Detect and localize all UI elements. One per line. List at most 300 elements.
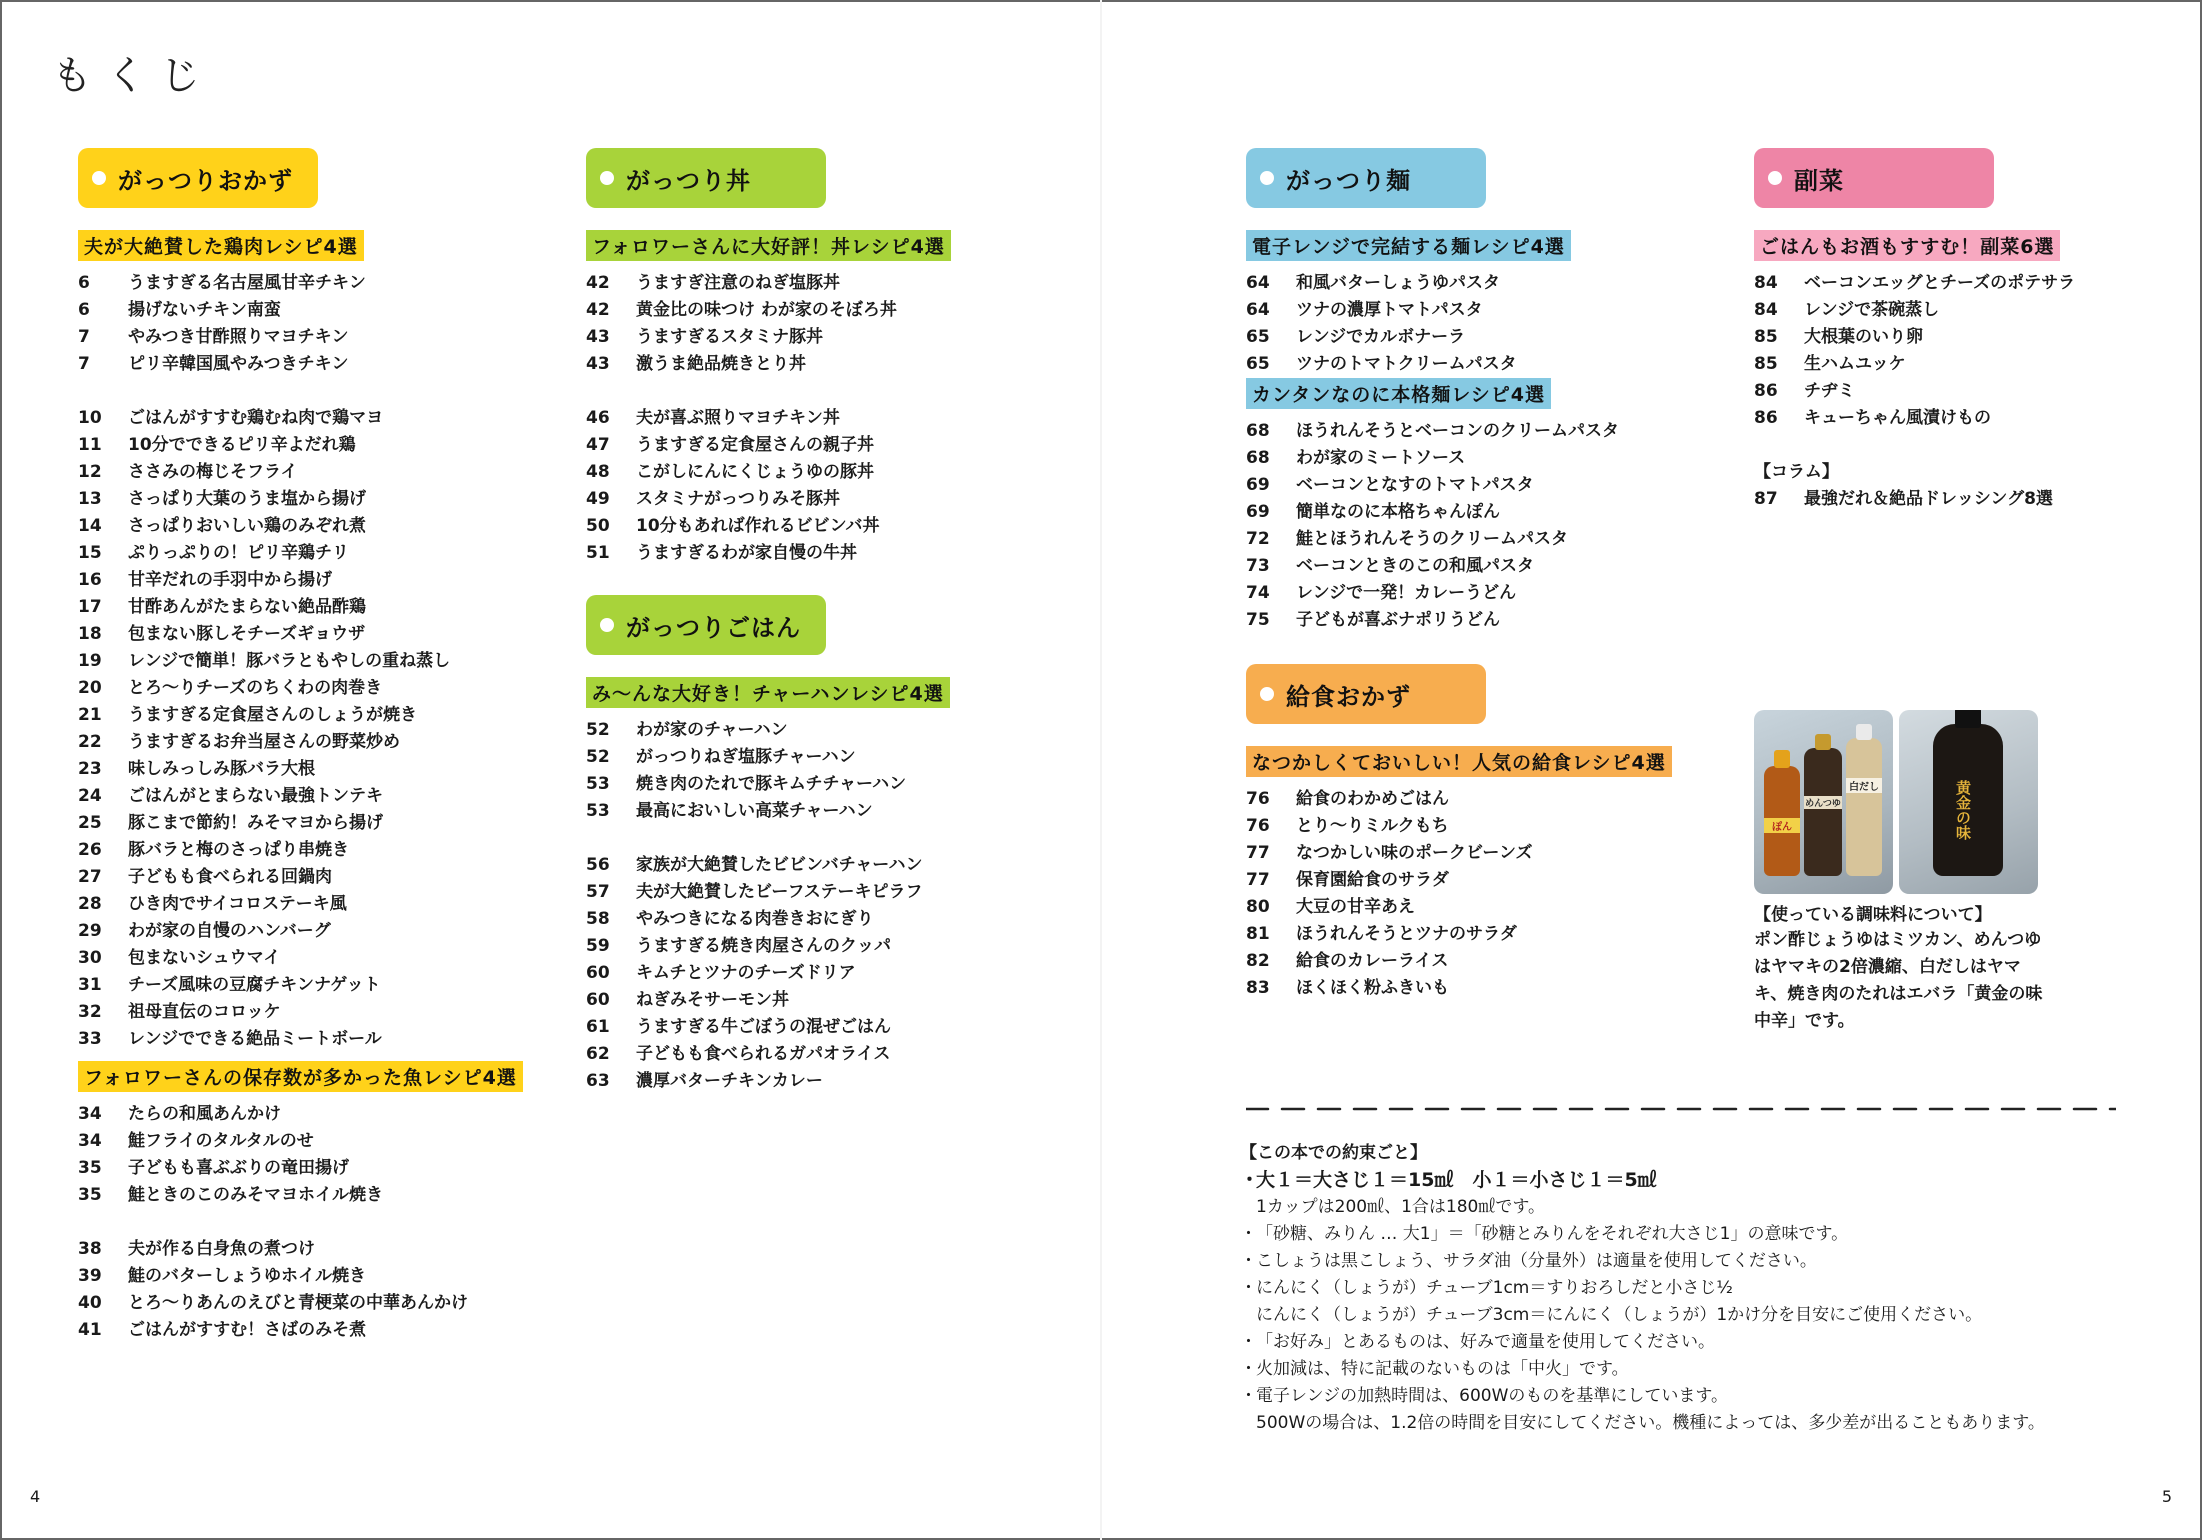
page-number: 26 (78, 840, 102, 860)
bullet-dot-icon (92, 171, 106, 185)
page-number: 42 (586, 273, 610, 293)
page-number: 41 (78, 1320, 102, 1340)
recipe-name: レンジでカルボナーラ (1296, 327, 1466, 347)
list-item (586, 297, 1066, 324)
page-number: 42 (586, 300, 610, 320)
list-item (1246, 921, 1726, 948)
category-kyushoku (1246, 664, 1486, 724)
page-number: 86 (1754, 408, 1778, 428)
recipe-name: さっぱりおいしい鶏のみぞれ煮 (128, 516, 366, 536)
page-number: 11 (78, 435, 102, 455)
list-item (586, 960, 1066, 987)
page-number: 20 (78, 678, 102, 698)
recipe-name: 甘酢あんがたまらない絶品酢鶏 (128, 597, 366, 617)
recipe-name: 濃厚バターチキンカレー (636, 1071, 823, 1091)
recipe-name: うますぎる牛ごぼうの混ぜごはん (636, 1017, 891, 1037)
subsection-title: カンタンなのに本格麺レシピ4選 (1246, 378, 1551, 409)
rules-title: 【この本での約束ごと】 (1240, 1143, 1427, 1163)
recipe-name: レンジでできる絶品ミートボール (128, 1029, 382, 1049)
category-gattsuri-okazu (78, 148, 318, 208)
column-gattsuri-okazu (78, 148, 558, 1344)
rule-item: ・ 大１＝大さじ１＝15㎖ 小１＝小さじ１＝5㎖ (1240, 1167, 2130, 1194)
list-item (586, 879, 1066, 906)
page-number: 69 (1246, 475, 1270, 495)
page-number: 65 (1246, 354, 1270, 374)
rule-continuation: 1カップは200㎖、1合は180㎖です。 (1256, 1197, 1545, 1217)
page-number: 53 (586, 801, 610, 821)
page-number: 35 (78, 1185, 102, 1205)
recipe-name: レンジで一発！カレーうどん (1296, 583, 1517, 603)
list-item (586, 852, 1066, 879)
category-label: がっつりごはん (626, 613, 801, 642)
list-item (78, 864, 558, 891)
list-item (586, 744, 1066, 771)
subsection-title: フォロワーさんの保存数が多かった魚レシピ4選 (78, 1061, 523, 1092)
recipe-name: キムチとツナのチーズドリア (636, 963, 856, 983)
recipe-name: 給食のカレーライス (1296, 951, 1449, 971)
page-number: 52 (586, 747, 610, 767)
list-item (1246, 948, 1726, 975)
recipe-name: うますぎるわが家自慢の牛丼 (636, 543, 857, 563)
list-item (78, 540, 558, 567)
list-item (1246, 499, 1726, 526)
page-number: 12 (78, 462, 102, 482)
rule-continuation: にんにく（しょうが）チューブ3cm＝にんにく（しょうが）1かけ分を目安にご使用ください。 (1256, 1305, 1983, 1325)
recipe-name: 給食のわかめごはん (1296, 789, 1449, 809)
page-number: 76 (1246, 789, 1270, 809)
dashed-divider (1246, 1104, 2116, 1114)
page-number: 85 (1754, 354, 1778, 374)
page-number: 17 (78, 597, 102, 617)
page-number: 48 (586, 462, 610, 482)
category-label: 副菜 (1794, 166, 1844, 195)
list-item (1754, 270, 2134, 297)
list-item (78, 1317, 558, 1344)
page-number: 33 (78, 1029, 102, 1049)
recipe-name: うますぎる定食屋さんのしょうが焼き (128, 705, 417, 725)
toc-list (1246, 786, 1726, 1002)
column-gattsuri-don (586, 148, 1066, 1095)
recipe-name: ほうれんそうとツナのサラダ (1296, 924, 1517, 944)
bullet-dot-icon (1260, 171, 1274, 185)
category-gattsuri-gohan (586, 595, 826, 655)
list-item (1246, 813, 1726, 840)
page-number: 39 (78, 1266, 102, 1286)
list-item (78, 729, 558, 756)
list-item (78, 486, 558, 513)
subsection-title: なつかしくておいしい！人気の給食レシピ4選 (1246, 746, 1672, 777)
recipe-name: ねぎみそサーモン丼 (636, 990, 789, 1010)
page-number: 28 (78, 894, 102, 914)
recipe-name: 10分でできるピリ辛よだれ鶏 (128, 435, 356, 455)
page-number: 87 (1754, 489, 1778, 509)
recipe-name: がっつりねぎ塩豚チャーハン (636, 747, 856, 767)
subsection-title: 夫が大絶賛した鶏肉レシピ4選 (78, 230, 364, 261)
recipe-name: 甘辛だれの手羽中から揚げ (128, 570, 332, 590)
recipe-name: うますぎる名古屋風甘辛チキン (128, 273, 366, 293)
page-number: 76 (1246, 816, 1270, 836)
list-item (586, 798, 1066, 825)
list-item (586, 513, 1066, 540)
page-number: 81 (1246, 924, 1270, 944)
rule-text: 「砂糖、みりん … 大1」＝「砂糖とみりんをそれぞれ大さじ1」の意味です。 (1256, 1224, 1849, 1244)
list-item (1246, 553, 1726, 580)
list-item (586, 540, 1066, 567)
recipe-name: 簡単なのに本格ちゃんぽん (1296, 502, 1500, 522)
recipe-name: 家族が大絶賛したビビンバチャーハン (636, 855, 923, 875)
recipe-name: ベーコンときのこの和風パスタ (1296, 556, 1534, 576)
page-number: 34 (78, 1104, 102, 1124)
subsection-title: ごはんもお酒もすすむ！副菜6選 (1754, 230, 2060, 261)
bottle-icon (1933, 724, 2003, 876)
page-number: 77 (1246, 870, 1270, 890)
list-item (78, 1101, 558, 1128)
page-number: 29 (78, 921, 102, 941)
rule-text: 「お好み」とあるものは、好みで適量を使用してください。 (1256, 1332, 1715, 1352)
page-number: 43 (586, 327, 610, 347)
list-item (78, 1182, 558, 1209)
recipe-name: うますぎるお弁当屋さんの野菜炒め (128, 732, 400, 752)
subsection-title: 電子レンジで完結する麺レシピ4選 (1246, 230, 1571, 261)
page-number: 51 (586, 543, 610, 563)
list-item (1246, 840, 1726, 867)
rule-text: 大１＝大さじ１＝15㎖ 小１＝小さじ１＝5㎖ (1256, 1169, 1657, 1191)
toc-list (1246, 418, 1726, 634)
list-item (78, 918, 558, 945)
page-number: 86 (1754, 381, 1778, 401)
list-item (78, 567, 558, 594)
rule-item: ・ 電子レンジの加熱時間は、600Wのものを基準にしています。 (1240, 1383, 2130, 1410)
recipe-name: 子どもも食べられるガパオライス (636, 1044, 891, 1064)
list-item (78, 783, 558, 810)
list-item (1754, 405, 2134, 432)
list-item (78, 351, 558, 378)
recipe-name: やみつきになる肉巻きおにぎり (636, 909, 874, 929)
category-gattsuri-don (586, 148, 826, 208)
recipe-name: 生ハムユッケ (1804, 354, 1906, 374)
list-item (78, 1263, 558, 1290)
list-item (78, 810, 558, 837)
list-item (1246, 975, 1726, 1002)
list-item (586, 1041, 1066, 1068)
recipe-name: ほうれんそうとベーコンのクリームパスタ (1296, 421, 1619, 441)
recipe-name: とろ～りチーズのちくわの肉巻き (128, 678, 383, 698)
recipe-name: わが家の自慢のハンバーグ (128, 921, 331, 941)
list-item (78, 621, 558, 648)
page-number: 6 (78, 300, 90, 320)
list-item (78, 675, 558, 702)
page-number: 32 (78, 1002, 102, 1022)
recipe-name: 鮭ときのこのみそマヨホイル焼き (128, 1185, 383, 1205)
page-number: 7 (78, 354, 90, 374)
page-number: 18 (78, 624, 102, 644)
list-item (586, 906, 1066, 933)
seasoning-photos (1754, 710, 2038, 894)
bottle-label: 白だし (1846, 778, 1882, 793)
page-number: 68 (1246, 448, 1270, 468)
recipe-name: ツナの濃厚トマトパスタ (1296, 300, 1483, 320)
page-number: 69 (1246, 502, 1270, 522)
page-number: 74 (1246, 583, 1270, 603)
list-item (586, 1068, 1066, 1095)
page-number-right: 5 (2161, 1487, 2172, 1506)
page-number: 23 (78, 759, 102, 779)
list-item (78, 324, 558, 351)
list-item (586, 432, 1066, 459)
recipe-name: やみつき甘酢照りマヨチキン (128, 327, 349, 347)
list-item (78, 945, 558, 972)
list-item (78, 837, 558, 864)
rules-block (1240, 1140, 2130, 1437)
recipe-name: 豚こまで節約！みそマヨから揚げ (128, 813, 383, 833)
recipe-name: 夫が作る白身魚の煮つけ (128, 1239, 315, 1259)
recipe-name: 最高においしい高菜チャーハン (636, 801, 873, 821)
page-number-left: 4 (30, 1487, 41, 1506)
list-item (78, 1236, 558, 1263)
list-item (78, 702, 558, 729)
list-item (1246, 324, 1726, 351)
list-item (586, 270, 1066, 297)
recipe-name: ごはんがとまらない最強トンテキ (128, 786, 383, 806)
list-spacer (78, 1209, 558, 1236)
rule-text: 電子レンジの加熱時間は、600Wのものを基準にしています。 (1256, 1386, 1729, 1406)
recipe-name: キューちゃん風漬けもの (1804, 408, 1991, 428)
category-label: がっつりおかず (118, 166, 293, 195)
page-number: 40 (78, 1293, 102, 1313)
recipe-name: 豚バラと梅のさっぱり串焼き (128, 840, 349, 860)
page-number: 31 (78, 975, 102, 995)
category-label: がっつり丼 (626, 166, 751, 195)
recipe-name: チヂミ (1804, 381, 1855, 401)
page-number: 75 (1246, 610, 1270, 630)
page-number: 53 (586, 774, 610, 794)
page-number: 80 (1246, 897, 1270, 917)
seasoning-photo-left (1754, 710, 1893, 894)
recipe-name: 包まない豚しそチーズギョウザ (128, 624, 366, 644)
list-item (1246, 418, 1726, 445)
bottle-label: めんつゆ (1804, 796, 1842, 809)
rule-item: ・ 「お好み」とあるものは、好みで適量を使用してください。 (1240, 1329, 2130, 1356)
recipe-name: ピリ辛韓国風やみつきチキン (128, 354, 349, 374)
list-item (1246, 786, 1726, 813)
page-number: 14 (78, 516, 102, 536)
list-item (586, 987, 1066, 1014)
list-item (78, 891, 558, 918)
list-item (78, 756, 558, 783)
page-number: 50 (586, 516, 610, 536)
list-item (1754, 324, 2134, 351)
toc-list (1754, 486, 2134, 513)
list-item (1246, 445, 1726, 472)
recipe-name: 子どもも食べられる回鍋肉 (128, 867, 332, 887)
list-item (78, 1026, 558, 1053)
category-label: 給食おかず (1286, 682, 1411, 711)
recipe-name: 祖母直伝のコロッケ (128, 1002, 281, 1022)
recipe-name: 包まないシュウマイ (128, 948, 281, 968)
recipe-name: 鮭フライのタルタルのせ (128, 1131, 314, 1151)
page-number: 56 (586, 855, 610, 875)
list-item (586, 771, 1066, 798)
seasoning-photo-right (1899, 710, 2038, 894)
list-item (586, 1014, 1066, 1041)
recipe-name: ごはんがすすむ鶏むね肉で鶏マヨ (128, 408, 384, 428)
category-gattsuri-men (1246, 148, 1486, 208)
recipe-name: 大豆の甘辛あえ (1296, 897, 1415, 917)
rule-text: にんにく（しょうが）チューブ1cm＝すりおろしだと小さじ½ (1256, 1278, 1733, 1298)
list-item (586, 486, 1066, 513)
recipe-name: 大根葉のいり卵 (1804, 327, 1923, 347)
bottle-icon (1764, 766, 1800, 876)
recipe-name: うますぎる焼き肉屋さんのクッパ (636, 936, 891, 956)
page-number: 52 (586, 720, 610, 740)
page-number: 27 (78, 867, 102, 887)
recipe-name: ひき肉でサイコロステーキ風 (128, 894, 347, 914)
page-number: 43 (586, 354, 610, 374)
bullet-dot-icon (1260, 687, 1274, 701)
page-number: 25 (78, 813, 102, 833)
toc-list (586, 717, 1066, 1095)
list-item (1246, 580, 1726, 607)
list-item (78, 1290, 558, 1317)
recipe-name: 子どもも喜ぶぶりの竜田揚げ (128, 1158, 349, 1178)
page-number: 6 (78, 273, 90, 293)
recipe-name: ベーコンとなすのトマトパスタ (1296, 475, 1534, 495)
list-item (1754, 351, 2134, 378)
list-item (78, 513, 558, 540)
list-item (78, 1155, 558, 1182)
seasoning-note-title: 【使っている調味料について】 (1754, 905, 1992, 925)
page-number: 84 (1754, 300, 1778, 320)
list-item (586, 933, 1066, 960)
page-title: もくじ (52, 53, 214, 99)
recipe-name: 和風バターしょうゆパスタ (1296, 273, 1500, 293)
recipe-name: 鮭とほうれんそうのクリームパスタ (1296, 529, 1568, 549)
list-item (1246, 894, 1726, 921)
page-number: 30 (78, 948, 102, 968)
recipe-name: ぷりっぷりの！ピリ辛鶏チリ (128, 543, 349, 563)
bottle-label: 黄金の味 (1954, 780, 1972, 840)
page-number: 35 (78, 1158, 102, 1178)
list-item (1246, 607, 1726, 634)
list-item (586, 717, 1066, 744)
toc-list (78, 1101, 558, 1344)
bullet-dot-icon (600, 171, 614, 185)
bottle-icon (1804, 748, 1842, 876)
list-spacer (78, 378, 558, 405)
page-number: 59 (586, 936, 610, 956)
page-number: 61 (586, 1017, 610, 1037)
recipe-name: チーズ風味の豆腐チキンナゲット (128, 975, 381, 995)
list-item (78, 459, 558, 486)
page-number: 73 (1246, 556, 1270, 576)
recipe-name: 黄金比の味つけ わが家のそぼろ丼 (636, 300, 897, 320)
recipe-name: こがしにんにくじょうゆの豚丼 (636, 462, 874, 482)
recipe-name: たらの和風あんかけ (128, 1104, 281, 1124)
page-number: 7 (78, 327, 90, 347)
subsection-title: み～んな大好き！チャーハンレシピ4選 (586, 677, 950, 708)
recipe-name: わが家のミートソース (1296, 448, 1466, 468)
page-number: 64 (1246, 273, 1270, 293)
page-number: 19 (78, 651, 102, 671)
page-number: 16 (78, 570, 102, 590)
list-item (78, 432, 558, 459)
page-number: 22 (78, 732, 102, 752)
list-item (1754, 486, 2134, 513)
rule-item: ・ 「砂糖、みりん … 大1」＝「砂糖とみりんをそれぞれ大さじ1」の意味です。 (1240, 1221, 2130, 1248)
list-item (78, 270, 558, 297)
recipe-name: 鮭のバターしょうゆホイル焼き (128, 1266, 366, 1286)
list-item (1246, 351, 1726, 378)
list-item (1246, 270, 1726, 297)
page-number: 62 (586, 1044, 610, 1064)
rule-item: ・ にんにく（しょうが）チューブ1cm＝すりおろしだと小さじ½ (1240, 1275, 2130, 1302)
page-number: 83 (1246, 978, 1270, 998)
page-number: 21 (78, 705, 102, 725)
list-item (586, 459, 1066, 486)
recipe-name: スタミナがっつりみそ豚丼 (636, 489, 840, 509)
column-gattsuri-men (1246, 148, 1726, 1002)
page-number: 72 (1246, 529, 1270, 549)
category-fukusai (1754, 148, 1994, 208)
rule-text: 火加減は、特に記載のないものは「中火」です。 (1256, 1359, 1629, 1379)
list-item (78, 594, 558, 621)
recipe-name: ツナのトマトクリームパスタ (1296, 354, 1517, 374)
recipe-name: うますぎるスタミナ豚丼 (636, 327, 823, 347)
page-number: 85 (1754, 327, 1778, 347)
list-item (78, 972, 558, 999)
rule-text: こしょうは黒こしょう、サラダ油（分量外）は適量を使用してください。 (1256, 1251, 1817, 1271)
page-number: 60 (586, 990, 610, 1010)
recipe-name: 子どもが喜ぶナポリうどん (1296, 610, 1500, 630)
page-number: 58 (586, 909, 610, 929)
list-item (586, 324, 1066, 351)
page-number: 38 (78, 1239, 102, 1259)
recipe-name: 激うま絶品焼きとり丼 (636, 354, 806, 374)
page-number: 60 (586, 963, 610, 983)
bottle-label: ぽん (1764, 818, 1800, 833)
column-heading: 【コラム】 (1754, 462, 1839, 482)
recipe-name: 焼き肉のたれで豚キムチチャーハン (636, 774, 907, 794)
bottle-icon (1846, 738, 1882, 876)
page-number: 34 (78, 1131, 102, 1151)
list-item (1246, 526, 1726, 553)
page-number: 57 (586, 882, 610, 902)
page-number: 64 (1246, 300, 1270, 320)
recipe-name: ささみの梅じそフライ (128, 462, 298, 482)
page-number: 13 (78, 489, 102, 509)
list-item (78, 648, 558, 675)
recipe-name: レンジで茶碗蒸し (1804, 300, 1940, 320)
recipe-name: 味しみっしみ豚バラ大根 (128, 759, 315, 779)
list-item (1246, 867, 1726, 894)
list-spacer (586, 825, 1066, 852)
rule-continuation: 500Wの場合は、1.2倍の時間を目安にしてください。機種によっては、多少差が出ることもあります。 (1256, 1413, 2045, 1433)
page-number: 15 (78, 543, 102, 563)
list-item (78, 405, 558, 432)
list-item (586, 351, 1066, 378)
recipe-name: 最強だれ＆絶品ドレッシング8選 (1804, 489, 2053, 509)
page-number: 47 (586, 435, 610, 455)
page-gutter (1100, 0, 1102, 1540)
recipe-name: 保育園給食のサラダ (1296, 870, 1449, 890)
subsection-title: フォロワーさんに大好評！丼レシピ4選 (586, 230, 951, 261)
recipe-name: レンジで簡単！豚バラともやしの重ね蒸し (128, 651, 451, 671)
recipe-name: わが家のチャーハン (636, 720, 788, 740)
page-number: 77 (1246, 843, 1270, 863)
toc-list (586, 270, 1066, 567)
list-spacer (586, 378, 1066, 405)
recipe-name: ほくほく粉ふきいも (1296, 978, 1449, 998)
